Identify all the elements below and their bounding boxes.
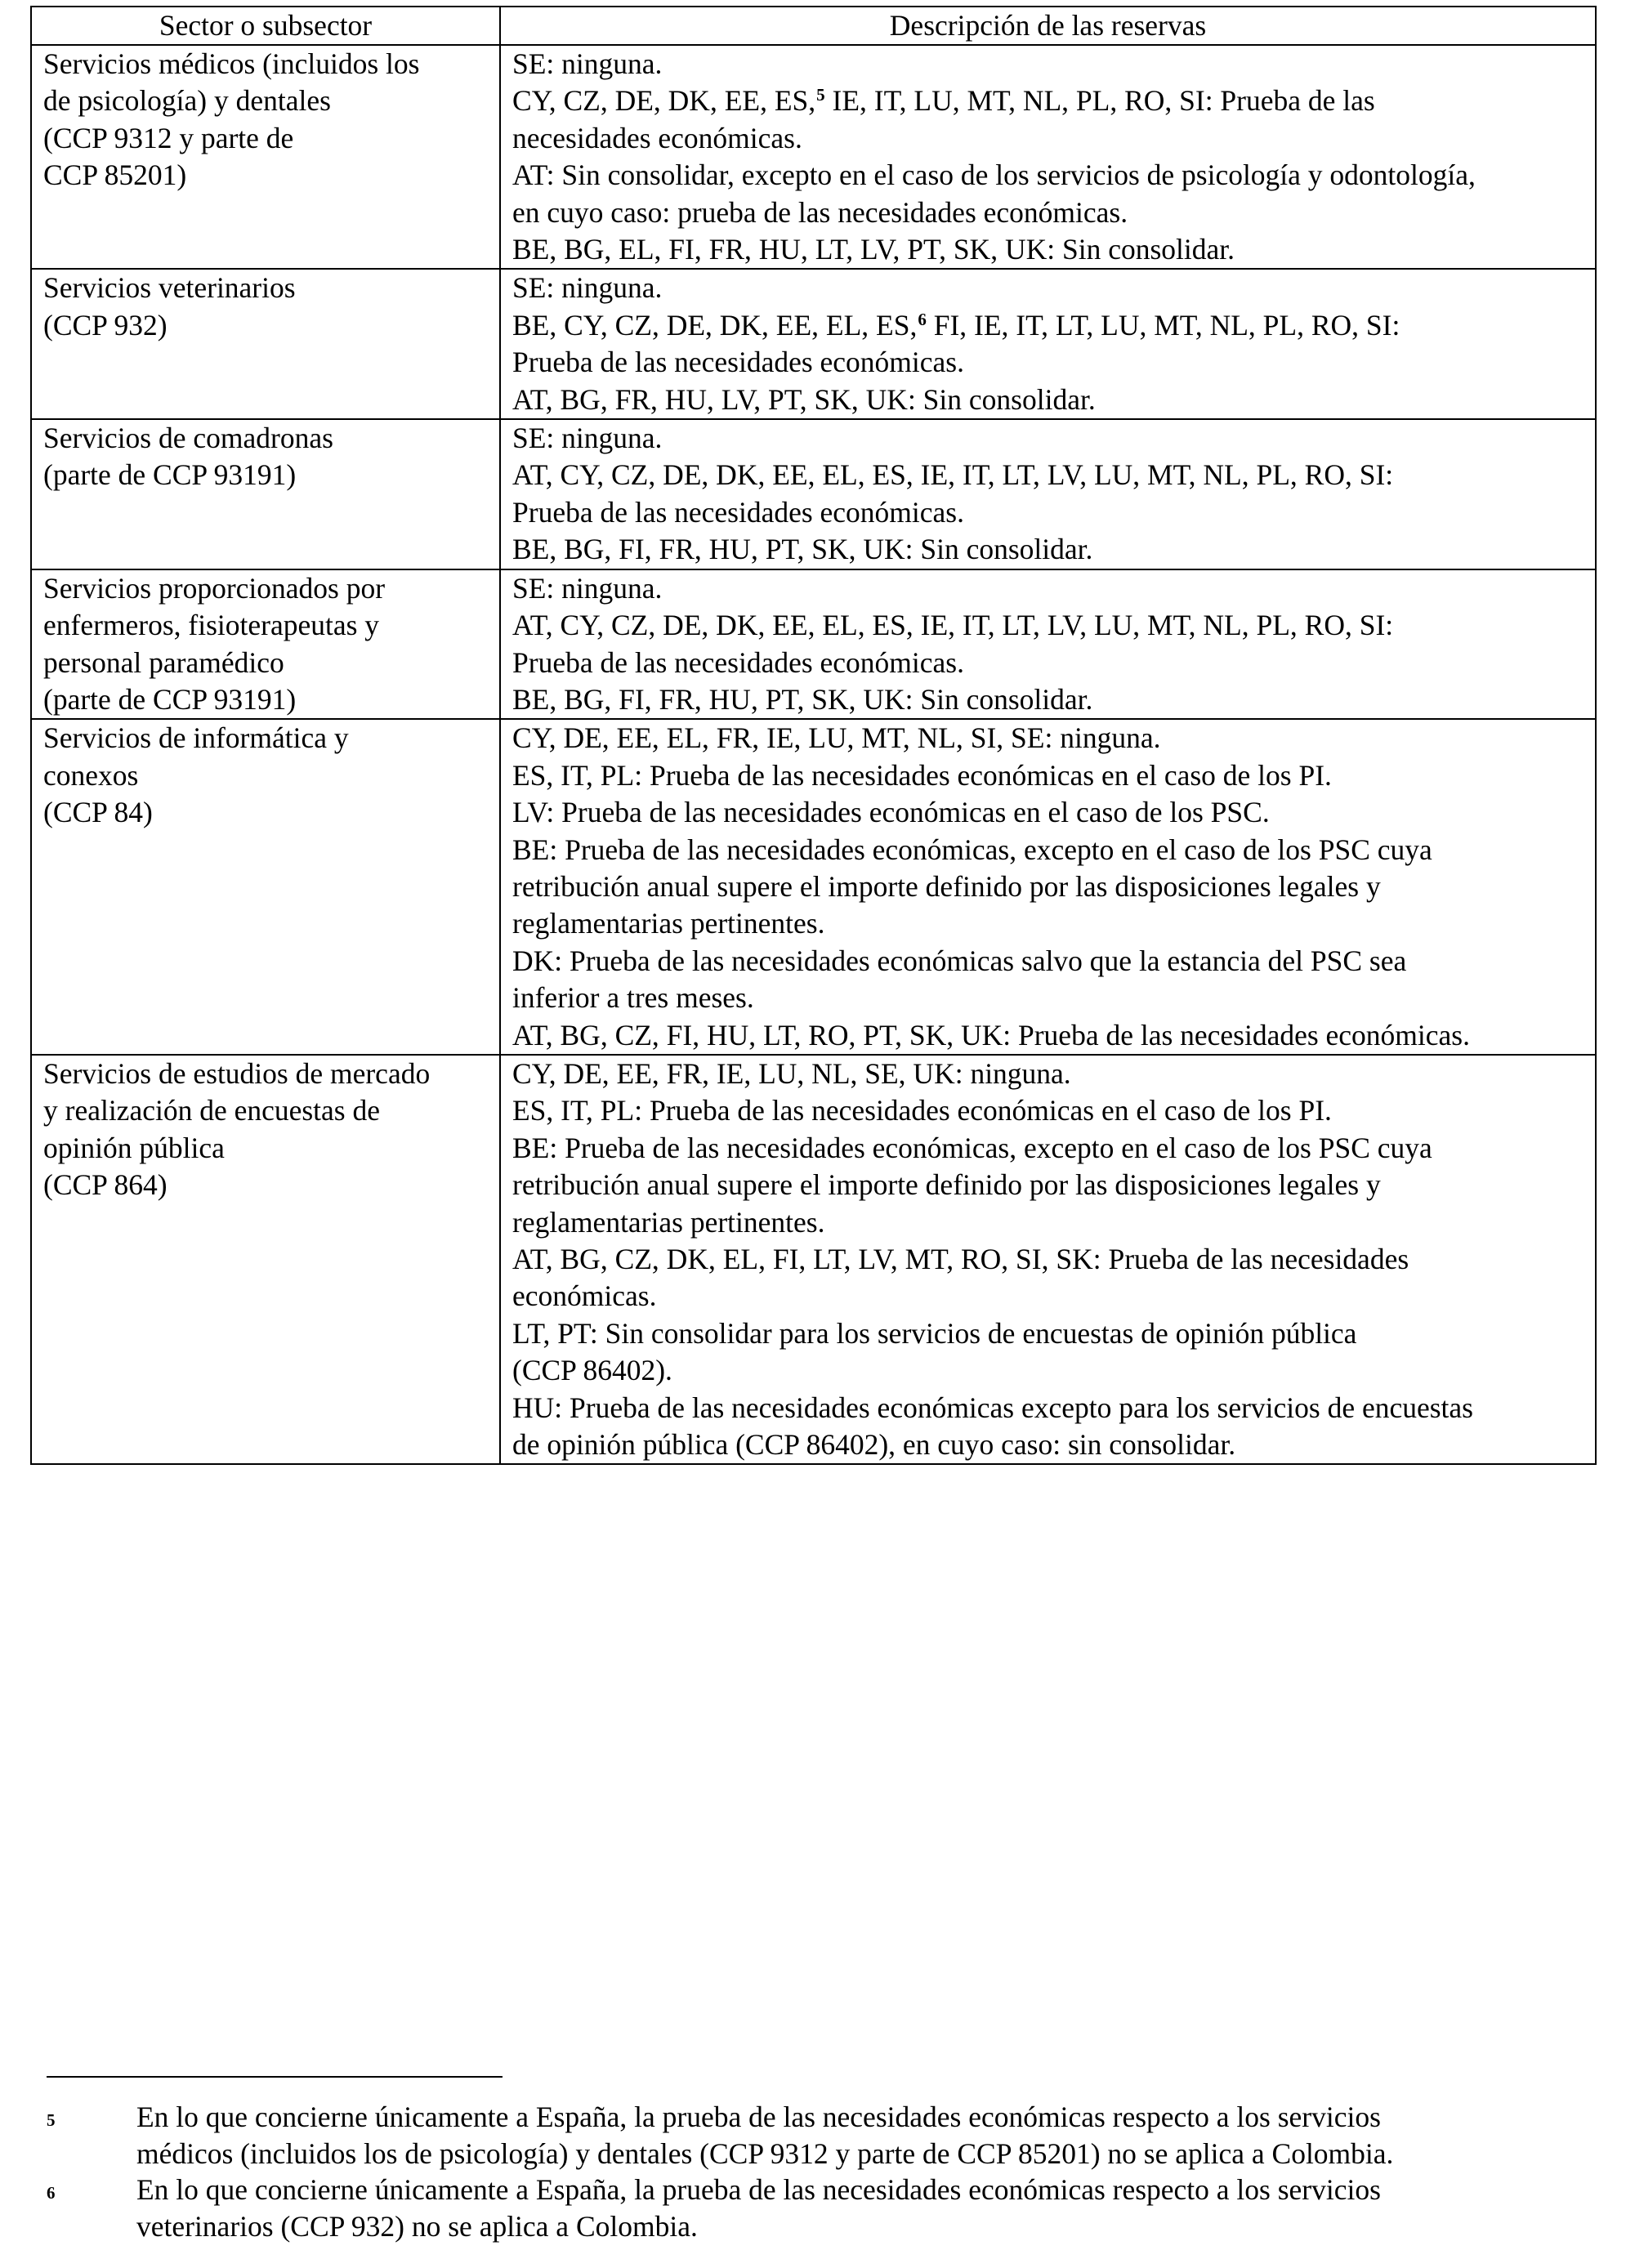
sector-line: (CCP 9312 y parte de bbox=[43, 121, 294, 154]
description-line: BE: Prueba de las necesidades económicas, excepto en el caso de los PSC cuya bbox=[512, 833, 1432, 866]
description-line: retribución anual supere el importe definido por las disposiciones legales y bbox=[512, 869, 1381, 903]
footnote-text-line: veterinarios (CCP 932) no se aplica a Colombia. bbox=[136, 2210, 698, 2243]
sector-line: (CCP 932) bbox=[43, 308, 168, 342]
description-line: BE, BG, FI, FR, HU, PT, SK, UK: Sin consolidar. bbox=[512, 533, 1093, 566]
description-line: LT, PT: Sin consolidar para los servicios de encuestas de opinión pública bbox=[512, 1316, 1357, 1350]
sector-line: Servicios de estudios de mercado bbox=[43, 1056, 431, 1090]
table-row bbox=[31, 45, 1596, 269]
description-line: HU: Prueba de las necesidades económicas excepto para los servicios de encuestas bbox=[512, 1391, 1473, 1424]
description-line: SE: ninguna. bbox=[512, 422, 663, 455]
description-line: AT, CY, CZ, DE, DK, EE, EL, ES, IE, IT, LT, LV, LU, MT, NL, PL, RO, SI: bbox=[512, 609, 1394, 642]
footnote-text-line: En lo que concierne únicamente a España, la prueba de las necesidades económicas respecto a los servicios bbox=[136, 2173, 1381, 2206]
table-row bbox=[31, 569, 1596, 720]
description-cell bbox=[500, 1055, 1596, 1464]
description-cell bbox=[500, 419, 1596, 569]
sector-line: enfermeros, fisioterapeutas y bbox=[43, 609, 380, 642]
description-line: retribución anual supere el importe definido por las disposiciones legales y bbox=[512, 1168, 1381, 1202]
description-cell bbox=[500, 269, 1596, 419]
description-text: BE, CY, CZ, DE, DK, EE, EL, ES, bbox=[512, 308, 918, 342]
description-text: CY, CZ, DE, DK, EE, ES, bbox=[512, 84, 816, 118]
sector-line: (CCP 864) bbox=[43, 1168, 168, 1202]
footnote-number: 5 bbox=[47, 2110, 56, 2130]
sector-cell bbox=[31, 719, 500, 1055]
description-line: AT, BG, CZ, DK, EL, FI, LT, LV, MT, RO, SI, SK: Prueba de las necesidades bbox=[512, 1243, 1409, 1275]
description-line: BE, BG, EL, FI, FR, HU, LT, LV, PT, SK, UK: Sin consolidar. bbox=[512, 233, 1235, 266]
description-line: de opinión pública (CCP 86402), en cuyo caso: sin consolidar. bbox=[512, 1428, 1236, 1462]
description-line: BE: Prueba de las necesidades económicas, excepto en el caso de los PSC cuya bbox=[512, 1131, 1432, 1164]
description-line: necesidades económicas. bbox=[512, 121, 802, 154]
description-line: AT, CY, CZ, DE, DK, EE, EL, ES, IE, IT, LT, LV, LU, MT, NL, PL, RO, SI: bbox=[512, 458, 1394, 492]
sector-line: Servicios de informática y bbox=[43, 721, 349, 755]
sector-line: conexos bbox=[43, 758, 139, 792]
sector-line: (parte de CCP 93191) bbox=[43, 682, 297, 716]
sector-line: (CCP 84) bbox=[43, 796, 153, 829]
description-line: AT: Sin consolidar, excepto en el caso de los servicios de psicología y odontología, bbox=[512, 158, 1476, 192]
description-line: AT, BG, FR, HU, LV, PT, SK, UK: Sin consolidar. bbox=[512, 382, 1096, 416]
description-line: reglamentarias pertinentes. bbox=[512, 1205, 825, 1239]
description-line: Prueba de las necesidades económicas. bbox=[512, 645, 964, 679]
description-text: IE, IT, LU, MT, NL, PL, RO, SI: Prueba de las bbox=[824, 84, 1375, 118]
column-header-sector: Sector o subsector bbox=[31, 7, 500, 45]
footnote-separator bbox=[47, 2076, 503, 2078]
sector-line: personal paramédico bbox=[43, 645, 284, 679]
sector-line: Servicios veterinarios bbox=[43, 271, 296, 305]
sector-line: opinión pública bbox=[43, 1131, 225, 1164]
sector-line: CCP 85201) bbox=[43, 158, 187, 192]
sector-cell bbox=[31, 1055, 500, 1464]
sector-cell bbox=[31, 419, 500, 569]
sector-line: Servicios médicos (incluidos los bbox=[43, 47, 420, 80]
description-cell bbox=[500, 45, 1596, 269]
description-line: Prueba de las necesidades económicas. bbox=[512, 346, 964, 379]
sector-line: de psicología) y dentales bbox=[43, 84, 331, 118]
sector-line: y realización de encuestas de bbox=[43, 1094, 380, 1127]
table-row bbox=[31, 719, 1596, 1055]
description-line: económicas. bbox=[512, 1279, 657, 1313]
description-line: DK: Prueba de las necesidades económicas salvo que la estancia del PSC sea bbox=[512, 944, 1407, 977]
description-line: AT, BG, CZ, FI, HU, LT, RO, PT, SK, UK: Prueba de las necesidades económicas. bbox=[512, 1018, 1470, 1051]
sector-line: Servicios de comadronas bbox=[43, 422, 333, 455]
footnote-text-line: En lo que concierne únicamente a España, la prueba de las necesidades económicas respecto a los servicios bbox=[136, 2101, 1381, 2133]
description-line bbox=[512, 307, 1584, 344]
footnote-reference: 6 bbox=[918, 309, 927, 329]
sector-line: (parte de CCP 93191) bbox=[43, 458, 297, 492]
description-line: ES, IT, PL: Prueba de las necesidades económicas en el caso de los PI. bbox=[512, 758, 1332, 792]
description-cell bbox=[500, 719, 1596, 1055]
reservations-table bbox=[30, 6, 1597, 1465]
description-line: SE: ninguna. bbox=[512, 571, 663, 605]
table-row bbox=[31, 419, 1596, 569]
table-row bbox=[31, 269, 1596, 419]
description-line: (CCP 86402). bbox=[512, 1354, 672, 1387]
description-line: SE: ninguna. bbox=[512, 271, 663, 305]
description-line: BE, BG, FI, FR, HU, PT, SK, UK: Sin consolidar. bbox=[512, 682, 1093, 716]
description-line: ES, IT, PL: Prueba de las necesidades económicas en el caso de los PI. bbox=[512, 1094, 1332, 1127]
description-cell bbox=[500, 569, 1596, 720]
description-line: SE: ninguna. bbox=[512, 47, 663, 80]
description-line: Prueba de las necesidades económicas. bbox=[512, 495, 964, 529]
table-header-row bbox=[31, 7, 1596, 45]
sector-cell bbox=[31, 45, 500, 269]
description-line bbox=[512, 83, 1584, 119]
column-header-description: Descripción de las reservas bbox=[500, 7, 1596, 45]
description-line: LV: Prueba de las necesidades económicas en el caso de los PSC. bbox=[512, 796, 1270, 829]
description-line: CY, DE, EE, EL, FR, IE, LU, MT, NL, SI, SE: ninguna. bbox=[512, 721, 1161, 755]
footnote-number: 6 bbox=[47, 2183, 56, 2203]
footnote-text-line: médicos (incluidos los de psicología) y dentales (CCP 9312 y parte de CCP 85201) no se aplica a Colombia. bbox=[136, 2137, 1394, 2170]
table-row bbox=[31, 1055, 1596, 1464]
description-text: FI, IE, IT, LT, LU, MT, NL, PL, RO, SI: bbox=[926, 308, 1400, 342]
description-line: en cuyo caso: prueba de las necesidades económicas. bbox=[512, 195, 1128, 229]
description-line: inferior a tres meses. bbox=[512, 981, 754, 1015]
sector-cell bbox=[31, 269, 500, 419]
sector-line: Servicios proporcionados por bbox=[43, 571, 386, 605]
sector-cell bbox=[31, 569, 500, 720]
description-line: CY, DE, EE, FR, IE, LU, NL, SE, UK: ninguna. bbox=[512, 1056, 1071, 1090]
footnote-reference: 5 bbox=[816, 85, 825, 105]
description-line: reglamentarias pertinentes. bbox=[512, 907, 825, 940]
